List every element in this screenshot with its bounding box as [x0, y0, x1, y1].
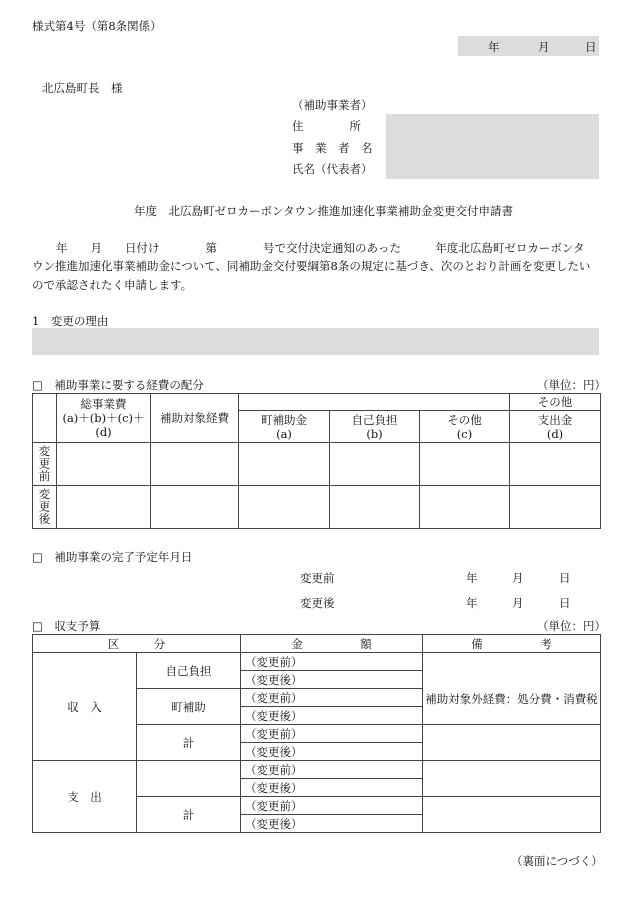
recipient: 北広島町長 様: [42, 81, 123, 95]
expense-item-cell[interactable]: [137, 761, 241, 797]
applicant-heading: （補助事業者）: [292, 98, 373, 112]
expense-label: 支 出: [33, 761, 137, 833]
amount-after[interactable]: （変更後）: [241, 779, 423, 797]
town-aid-label: 町補助: [137, 689, 241, 725]
cost-header-corner: [33, 394, 57, 443]
budget-header-remarks: 備 考: [423, 635, 601, 653]
amount-after[interactable]: （変更後）: [241, 743, 423, 761]
row-label-after: 変更後: [33, 486, 57, 529]
reason-input[interactable]: [32, 328, 599, 355]
cost-cell[interactable]: [57, 486, 151, 529]
body-line-3: ので承認されたく申請します。: [32, 278, 193, 292]
cost-header-other-exp-top: その他: [510, 394, 601, 411]
remarks-cell[interactable]: [423, 653, 601, 689]
remarks-cell[interactable]: [423, 761, 601, 797]
section-budget-title: □ 収支予算: [32, 619, 101, 633]
row-label-before: 変更前: [33, 443, 57, 486]
completion-before-year: 年: [466, 571, 478, 585]
table-row: [33, 486, 601, 529]
date-field[interactable]: [458, 36, 599, 56]
form-number: 様式第4号（第8条関係）: [32, 19, 162, 33]
amount-before[interactable]: （変更前）: [241, 689, 423, 707]
completion-after-month: 月: [512, 596, 524, 610]
body-line-2: ウン推進加速化事業補助金について、同補助金交付要綱第8条の規定に基づき、次のとおり計画を変更したい: [32, 259, 591, 273]
date-year-label: 年: [488, 40, 500, 54]
address-label: 住 所: [292, 119, 361, 133]
section-reason-title: 1 変更の理由: [32, 314, 109, 328]
cost-cell[interactable]: [420, 486, 510, 529]
continued-note: （裏面につづく）: [511, 854, 603, 868]
date-month-label: 月: [538, 40, 550, 54]
cost-cell[interactable]: [330, 486, 420, 529]
amount-after[interactable]: （変更後）: [241, 707, 423, 725]
budget-header-category: 区 分: [33, 635, 241, 653]
cost-cell[interactable]: [151, 443, 239, 486]
cost-cell[interactable]: [510, 486, 601, 529]
amount-before[interactable]: （変更前）: [241, 653, 423, 671]
section-cost-title: □ 補助事業に要する経費の配分: [32, 378, 204, 392]
amount-before[interactable]: （変更前）: [241, 797, 423, 815]
completion-before-day: 日: [559, 571, 571, 585]
section-cost-unit: （単位：円）: [537, 378, 606, 392]
cost-cell[interactable]: [330, 443, 420, 486]
expense-total-label: 計: [137, 797, 241, 833]
cost-cell[interactable]: [420, 443, 510, 486]
section-budget-unit: （単位：円）: [537, 619, 606, 633]
completion-after-day: 日: [559, 596, 571, 610]
cost-cell[interactable]: [239, 486, 330, 529]
section-completion-title: □ 補助事業の完了予定年月日: [32, 550, 193, 564]
table-row: [33, 443, 601, 486]
cost-header-other-exp: 支出金 (d): [510, 411, 601, 443]
amount-after[interactable]: （変更後）: [241, 671, 423, 689]
self-pay-label: 自己負担: [137, 653, 241, 689]
cost-header-other: その他 (c): [420, 411, 510, 443]
completion-after-label: 変更後: [300, 596, 335, 610]
date-day-label: 日: [585, 40, 597, 54]
budget-header-amount: 金 額: [241, 635, 423, 653]
completion-before-month: 月: [512, 571, 524, 585]
remarks-note: 補助対象外経費：処分費・消費税: [423, 689, 601, 725]
applicant-input-area[interactable]: [386, 114, 599, 179]
remarks-cell[interactable]: [423, 725, 601, 761]
amount-after[interactable]: （変更後）: [241, 815, 423, 833]
amount-before[interactable]: （変更前）: [241, 761, 423, 779]
cost-header-self: 自己負担 (b): [330, 411, 420, 443]
income-total-label: 計: [137, 725, 241, 761]
income-label: 収 入: [33, 653, 137, 761]
completion-before-label: 変更前: [300, 571, 335, 585]
cost-cell[interactable]: [57, 443, 151, 486]
business-name-label: 事 業 者 名: [292, 141, 373, 155]
body-line-1: 年 月 日付け 第 号で交付決定通知のあった 年度北広島町ゼロカーボンタ: [56, 241, 585, 255]
representative-label: 氏名（代表者）: [292, 162, 373, 176]
budget-table: [32, 634, 601, 833]
cost-header-total: 総事業費 (a)＋(b)＋(c)＋(d): [57, 394, 151, 443]
document-title: 年度 北広島町ゼロカーボンタウン推進加速化事業補助金変更交付申請書: [134, 204, 514, 218]
cost-header-town: 町補助金 (a): [239, 411, 330, 443]
amount-before[interactable]: （変更前）: [241, 725, 423, 743]
completion-after-year: 年: [466, 596, 478, 610]
cost-allocation-table: [32, 393, 601, 529]
cost-header-target: 補助対象経費: [151, 394, 239, 443]
remarks-cell[interactable]: [423, 797, 601, 833]
cost-cell[interactable]: [239, 443, 330, 486]
cost-cell[interactable]: [510, 443, 601, 486]
cost-cell[interactable]: [151, 486, 239, 529]
